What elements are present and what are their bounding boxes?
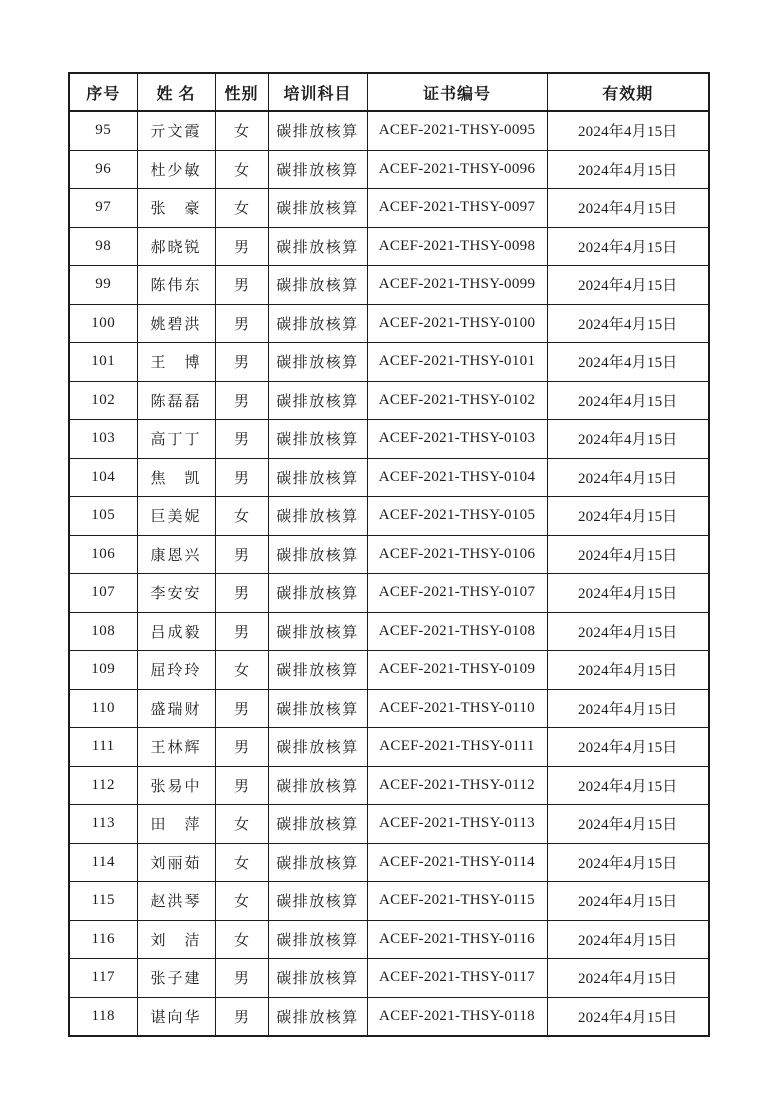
name-cell: 田 萍	[137, 805, 215, 844]
subject-cell: 碳排放核算	[268, 227, 367, 266]
name-cell: 李安安	[137, 574, 215, 613]
gender-cell: 男	[215, 227, 268, 266]
subject-cell: 碳排放核算	[268, 535, 367, 574]
gender-cell: 男	[215, 535, 268, 574]
table-row	[69, 766, 709, 805]
validity-cell: 2024年4月15日	[547, 304, 709, 343]
subject-cell: 碳排放核算	[268, 843, 367, 882]
validity-cell: 2024年4月15日	[547, 766, 709, 805]
table-row	[69, 997, 709, 1036]
table-row	[69, 535, 709, 574]
validity-cell: 2024年4月15日	[547, 805, 709, 844]
validity-cell: 2024年4月15日	[547, 843, 709, 882]
cert-number-cell: ACEF-2021-THSY-0111	[367, 728, 547, 767]
name-cell: 王 博	[137, 343, 215, 382]
name-cell: 吕成毅	[137, 612, 215, 651]
subject-cell: 碳排放核算	[268, 189, 367, 228]
table-row	[69, 381, 709, 420]
table-row	[69, 497, 709, 536]
name-cell: 刘丽茹	[137, 843, 215, 882]
name-cell: 张易中	[137, 766, 215, 805]
header-name: 姓 名	[137, 73, 215, 111]
validity-cell: 2024年4月15日	[547, 651, 709, 690]
gender-cell: 男	[215, 343, 268, 382]
table-row	[69, 805, 709, 844]
cert-number-cell: ACEF-2021-THSY-0109	[367, 651, 547, 690]
gender-cell: 女	[215, 497, 268, 536]
validity-cell: 2024年4月15日	[547, 381, 709, 420]
subject-cell: 碳排放核算	[268, 997, 367, 1036]
gender-cell: 男	[215, 728, 268, 767]
index-cell: 106	[69, 535, 137, 574]
name-cell: 张子建	[137, 959, 215, 998]
subject-cell: 碳排放核算	[268, 111, 367, 150]
subject-cell: 碳排放核算	[268, 805, 367, 844]
table-row	[69, 227, 709, 266]
cert-number-cell: ACEF-2021-THSY-0103	[367, 420, 547, 459]
subject-cell: 碳排放核算	[268, 728, 367, 767]
index-cell: 105	[69, 497, 137, 536]
table-row	[69, 843, 709, 882]
gender-cell: 女	[215, 150, 268, 189]
subject-cell: 碳排放核算	[268, 343, 367, 382]
gender-cell: 男	[215, 574, 268, 613]
gender-cell: 男	[215, 612, 268, 651]
cert-number-cell: ACEF-2021-THSY-0096	[367, 150, 547, 189]
cert-number-cell: ACEF-2021-THSY-0101	[367, 343, 547, 382]
name-cell: 刘 洁	[137, 920, 215, 959]
index-cell: 99	[69, 266, 137, 305]
subject-cell: 碳排放核算	[268, 959, 367, 998]
table-body	[69, 111, 709, 1036]
validity-cell: 2024年4月15日	[547, 959, 709, 998]
subject-cell: 碳排放核算	[268, 381, 367, 420]
validity-cell: 2024年4月15日	[547, 111, 709, 150]
validity-cell: 2024年4月15日	[547, 728, 709, 767]
header-subject: 培训科目	[268, 73, 367, 111]
validity-cell: 2024年4月15日	[547, 882, 709, 921]
index-cell: 98	[69, 227, 137, 266]
certificate-table	[68, 72, 710, 1037]
name-cell: 杜少敏	[137, 150, 215, 189]
subject-cell: 碳排放核算	[268, 882, 367, 921]
index-cell: 108	[69, 612, 137, 651]
subject-cell: 碳排放核算	[268, 651, 367, 690]
validity-cell: 2024年4月15日	[547, 266, 709, 305]
table-row	[69, 420, 709, 459]
name-cell: 赵洪琴	[137, 882, 215, 921]
cert-number-cell: ACEF-2021-THSY-0104	[367, 458, 547, 497]
table-row	[69, 612, 709, 651]
table-row	[69, 651, 709, 690]
validity-cell: 2024年4月15日	[547, 420, 709, 459]
index-cell: 95	[69, 111, 137, 150]
name-cell: 康恩兴	[137, 535, 215, 574]
cert-number-cell: ACEF-2021-THSY-0116	[367, 920, 547, 959]
name-cell: 姚碧洪	[137, 304, 215, 343]
cert-number-cell: ACEF-2021-THSY-0118	[367, 997, 547, 1036]
index-cell: 114	[69, 843, 137, 882]
subject-cell: 碳排放核算	[268, 150, 367, 189]
gender-cell: 男	[215, 381, 268, 420]
validity-cell: 2024年4月15日	[547, 497, 709, 536]
cert-number-cell: ACEF-2021-THSY-0097	[367, 189, 547, 228]
gender-cell: 女	[215, 111, 268, 150]
table-row	[69, 266, 709, 305]
index-cell: 113	[69, 805, 137, 844]
index-cell: 112	[69, 766, 137, 805]
index-cell: 96	[69, 150, 137, 189]
table-row	[69, 689, 709, 728]
subject-cell: 碳排放核算	[268, 689, 367, 728]
subject-cell: 碳排放核算	[268, 766, 367, 805]
index-cell: 101	[69, 343, 137, 382]
index-cell: 110	[69, 689, 137, 728]
table-row	[69, 343, 709, 382]
validity-cell: 2024年4月15日	[547, 343, 709, 382]
name-cell: 巨美妮	[137, 497, 215, 536]
name-cell: 郝晓锐	[137, 227, 215, 266]
gender-cell: 男	[215, 304, 268, 343]
cert-number-cell: ACEF-2021-THSY-0113	[367, 805, 547, 844]
subject-cell: 碳排放核算	[268, 497, 367, 536]
gender-cell: 男	[215, 420, 268, 459]
subject-cell: 碳排放核算	[268, 304, 367, 343]
cert-number-cell: ACEF-2021-THSY-0114	[367, 843, 547, 882]
index-cell: 102	[69, 381, 137, 420]
index-cell: 104	[69, 458, 137, 497]
header-validity: 有效期	[547, 73, 709, 111]
subject-cell: 碳排放核算	[268, 612, 367, 651]
name-cell: 焦 凯	[137, 458, 215, 497]
index-cell: 116	[69, 920, 137, 959]
name-cell: 屈玲玲	[137, 651, 215, 690]
header-index: 序号	[69, 73, 137, 111]
table-header-row	[69, 73, 709, 111]
validity-cell: 2024年4月15日	[547, 997, 709, 1036]
index-cell: 107	[69, 574, 137, 613]
cert-number-cell: ACEF-2021-THSY-0098	[367, 227, 547, 266]
validity-cell: 2024年4月15日	[547, 574, 709, 613]
cert-number-cell: ACEF-2021-THSY-0112	[367, 766, 547, 805]
cert-number-cell: ACEF-2021-THSY-0100	[367, 304, 547, 343]
table-row	[69, 920, 709, 959]
gender-cell: 男	[215, 266, 268, 305]
gender-cell: 女	[215, 651, 268, 690]
cert-number-cell: ACEF-2021-THSY-0108	[367, 612, 547, 651]
subject-cell: 碳排放核算	[268, 458, 367, 497]
table-row	[69, 728, 709, 767]
subject-cell: 碳排放核算	[268, 266, 367, 305]
table-row	[69, 189, 709, 228]
subject-cell: 碳排放核算	[268, 574, 367, 613]
gender-cell: 女	[215, 882, 268, 921]
index-cell: 100	[69, 304, 137, 343]
cert-number-cell: ACEF-2021-THSY-0115	[367, 882, 547, 921]
validity-cell: 2024年4月15日	[547, 689, 709, 728]
index-cell: 111	[69, 728, 137, 767]
gender-cell: 女	[215, 805, 268, 844]
name-cell: 张 豪	[137, 189, 215, 228]
name-cell: 亓文霞	[137, 111, 215, 150]
table-row	[69, 882, 709, 921]
validity-cell: 2024年4月15日	[547, 458, 709, 497]
validity-cell: 2024年4月15日	[547, 189, 709, 228]
cert-number-cell: ACEF-2021-THSY-0099	[367, 266, 547, 305]
validity-cell: 2024年4月15日	[547, 150, 709, 189]
index-cell: 118	[69, 997, 137, 1036]
header-cert-number: 证书编号	[367, 73, 547, 111]
table-row	[69, 150, 709, 189]
table-row	[69, 111, 709, 150]
gender-cell: 男	[215, 997, 268, 1036]
cert-number-cell: ACEF-2021-THSY-0105	[367, 497, 547, 536]
gender-cell: 女	[215, 189, 268, 228]
cert-number-cell: ACEF-2021-THSY-0107	[367, 574, 547, 613]
name-cell: 盛瑞财	[137, 689, 215, 728]
cert-number-cell: ACEF-2021-THSY-0102	[367, 381, 547, 420]
index-cell: 115	[69, 882, 137, 921]
gender-cell: 男	[215, 689, 268, 728]
cert-number-cell: ACEF-2021-THSY-0106	[367, 535, 547, 574]
validity-cell: 2024年4月15日	[547, 612, 709, 651]
name-cell: 陈伟东	[137, 266, 215, 305]
subject-cell: 碳排放核算	[268, 420, 367, 459]
gender-cell: 男	[215, 766, 268, 805]
subject-cell: 碳排放核算	[268, 920, 367, 959]
table-row	[69, 574, 709, 613]
gender-cell: 女	[215, 843, 268, 882]
gender-cell: 男	[215, 959, 268, 998]
validity-cell: 2024年4月15日	[547, 227, 709, 266]
table-row	[69, 458, 709, 497]
index-cell: 117	[69, 959, 137, 998]
name-cell: 王林辉	[137, 728, 215, 767]
index-cell: 97	[69, 189, 137, 228]
index-cell: 109	[69, 651, 137, 690]
validity-cell: 2024年4月15日	[547, 920, 709, 959]
cert-number-cell: ACEF-2021-THSY-0095	[367, 111, 547, 150]
validity-cell: 2024年4月15日	[547, 535, 709, 574]
table-row	[69, 304, 709, 343]
gender-cell: 男	[215, 458, 268, 497]
cert-number-cell: ACEF-2021-THSY-0117	[367, 959, 547, 998]
name-cell: 陈磊磊	[137, 381, 215, 420]
table-row	[69, 959, 709, 998]
name-cell: 高丁丁	[137, 420, 215, 459]
cert-number-cell: ACEF-2021-THSY-0110	[367, 689, 547, 728]
gender-cell: 女	[215, 920, 268, 959]
header-gender: 性别	[215, 73, 268, 111]
name-cell: 谌向华	[137, 997, 215, 1036]
index-cell: 103	[69, 420, 137, 459]
